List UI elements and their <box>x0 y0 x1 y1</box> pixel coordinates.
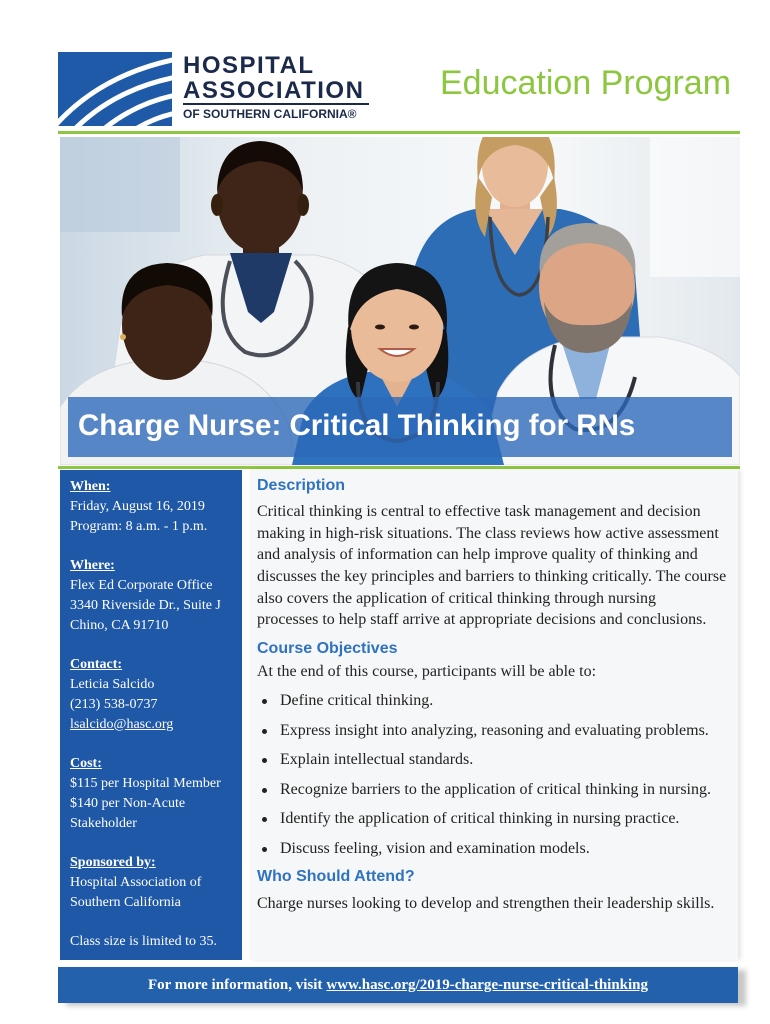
contact-heading: Contact: <box>70 657 123 673</box>
objective-item <box>257 720 738 742</box>
description-heading: Description <box>257 477 346 494</box>
when-heading: When: <box>70 479 111 494</box>
bullet-icon <box>262 847 267 852</box>
bullet-icon <box>262 788 267 793</box>
objectives-heading: Course Objectives <box>257 639 398 657</box>
sponsor-name-line1: Hospital Association of <box>70 874 202 890</box>
cost-member: $115 per Hospital Member <box>70 775 221 791</box>
when-section <box>70 477 242 536</box>
where-section <box>70 556 242 635</box>
more-info-footer <box>58 967 738 1003</box>
sponsor-section <box>70 853 242 912</box>
cost-non-acute-cont: Stakeholder <box>70 815 137 831</box>
course-title-banner <box>68 397 732 457</box>
objective-text: Define critical thinking. <box>280 692 434 710</box>
objectives-list <box>257 690 738 860</box>
description-text <box>257 501 738 631</box>
cost-heading: Cost: <box>70 756 102 772</box>
education-program-label: Education Program <box>440 64 732 102</box>
hasc-logo-mark-icon <box>58 52 172 126</box>
venue-city: Chino, CA 91710 <box>70 617 169 633</box>
header-divider <box>58 131 740 134</box>
objective-item <box>257 749 738 771</box>
course-url-link[interactable]: www.hasc.org/2019-charge-nurse-critical-thinking <box>326 977 649 993</box>
objective-item <box>257 779 738 801</box>
course-title: Charge Nurse: Critical Thinking for RNs <box>78 409 636 442</box>
objectives-intro: At the end of this course, participants will be able to: <box>257 663 597 681</box>
objective-text: Recognize barriers to the application of critical thinking in nursing. <box>280 780 711 798</box>
event-details-sidebar <box>60 470 242 960</box>
contact-section <box>70 655 242 734</box>
objective-text: Explain intellectual standards. <box>280 751 474 769</box>
description-line: processes to help staff arrive at appropriate decisions and conclusions. <box>257 611 707 629</box>
description-line: and analysis of information can help improve quality of thinking and <box>257 546 698 564</box>
objective-text: Identify the application of critical thinking in nursing practice. <box>280 810 680 828</box>
hero-divider <box>58 466 740 469</box>
objective-text: Discuss feeling, vision and examination models. <box>280 840 590 858</box>
class-size-note: Class size is limited to 35. <box>70 934 217 950</box>
description-line: making in high-risk situations. The class reviews how active assessment <box>257 524 719 542</box>
objective-item <box>257 808 738 830</box>
sponsor-heading: Sponsored by: <box>70 855 156 871</box>
bullet-icon <box>262 817 267 822</box>
venue-street: 3340 Riverside Dr., Suite J <box>70 597 221 613</box>
objective-text: Express insight into analyzing, reasoning and evaluating problems. <box>280 721 709 739</box>
footer-prefix: For more information, visit <box>147 977 323 993</box>
contact-email-link[interactable]: lsalcido@hasc.org <box>70 716 174 732</box>
contact-name: Leticia Salcido <box>70 676 155 692</box>
event-date: Friday, August 16, 2019 <box>70 498 205 514</box>
bullet-icon <box>262 699 267 704</box>
logo-line-association: ASSOCIATION <box>183 79 369 105</box>
description-line: discusses the key principles and barriers to thinking critically. The course <box>257 567 727 585</box>
bullet-icon <box>262 758 267 763</box>
where-heading: Where: <box>70 558 115 574</box>
venue-name: Flex Ed Corporate Office <box>70 577 213 593</box>
description-line: also covers the application of critical thinking through nursing <box>257 589 657 607</box>
audience-heading: Who Should Attend? <box>257 867 415 885</box>
sponsor-name-line2: Southern California <box>70 894 181 910</box>
bullet-icon <box>262 729 267 734</box>
course-content <box>250 470 738 960</box>
contact-phone: (213) 538-0737 <box>70 696 158 712</box>
objective-item <box>257 838 738 860</box>
cost-non-acute: $140 per Non-Acute <box>70 795 186 811</box>
objective-item <box>257 690 738 712</box>
audience-text: Charge nurses looking to develop and strengthen their leadership skills. <box>257 895 715 913</box>
logo-line-hospital: HOSPITAL <box>183 52 315 79</box>
logo-wordmark <box>183 53 375 121</box>
description-line: Critical thinking is central to effective task management and decision <box>257 503 701 521</box>
logo-line-region: OF SOUTHERN CALIFORNIA® <box>183 107 357 121</box>
cost-section <box>70 754 242 833</box>
program-time: Program: 8 a.m. - 1 p.m. <box>70 518 208 534</box>
